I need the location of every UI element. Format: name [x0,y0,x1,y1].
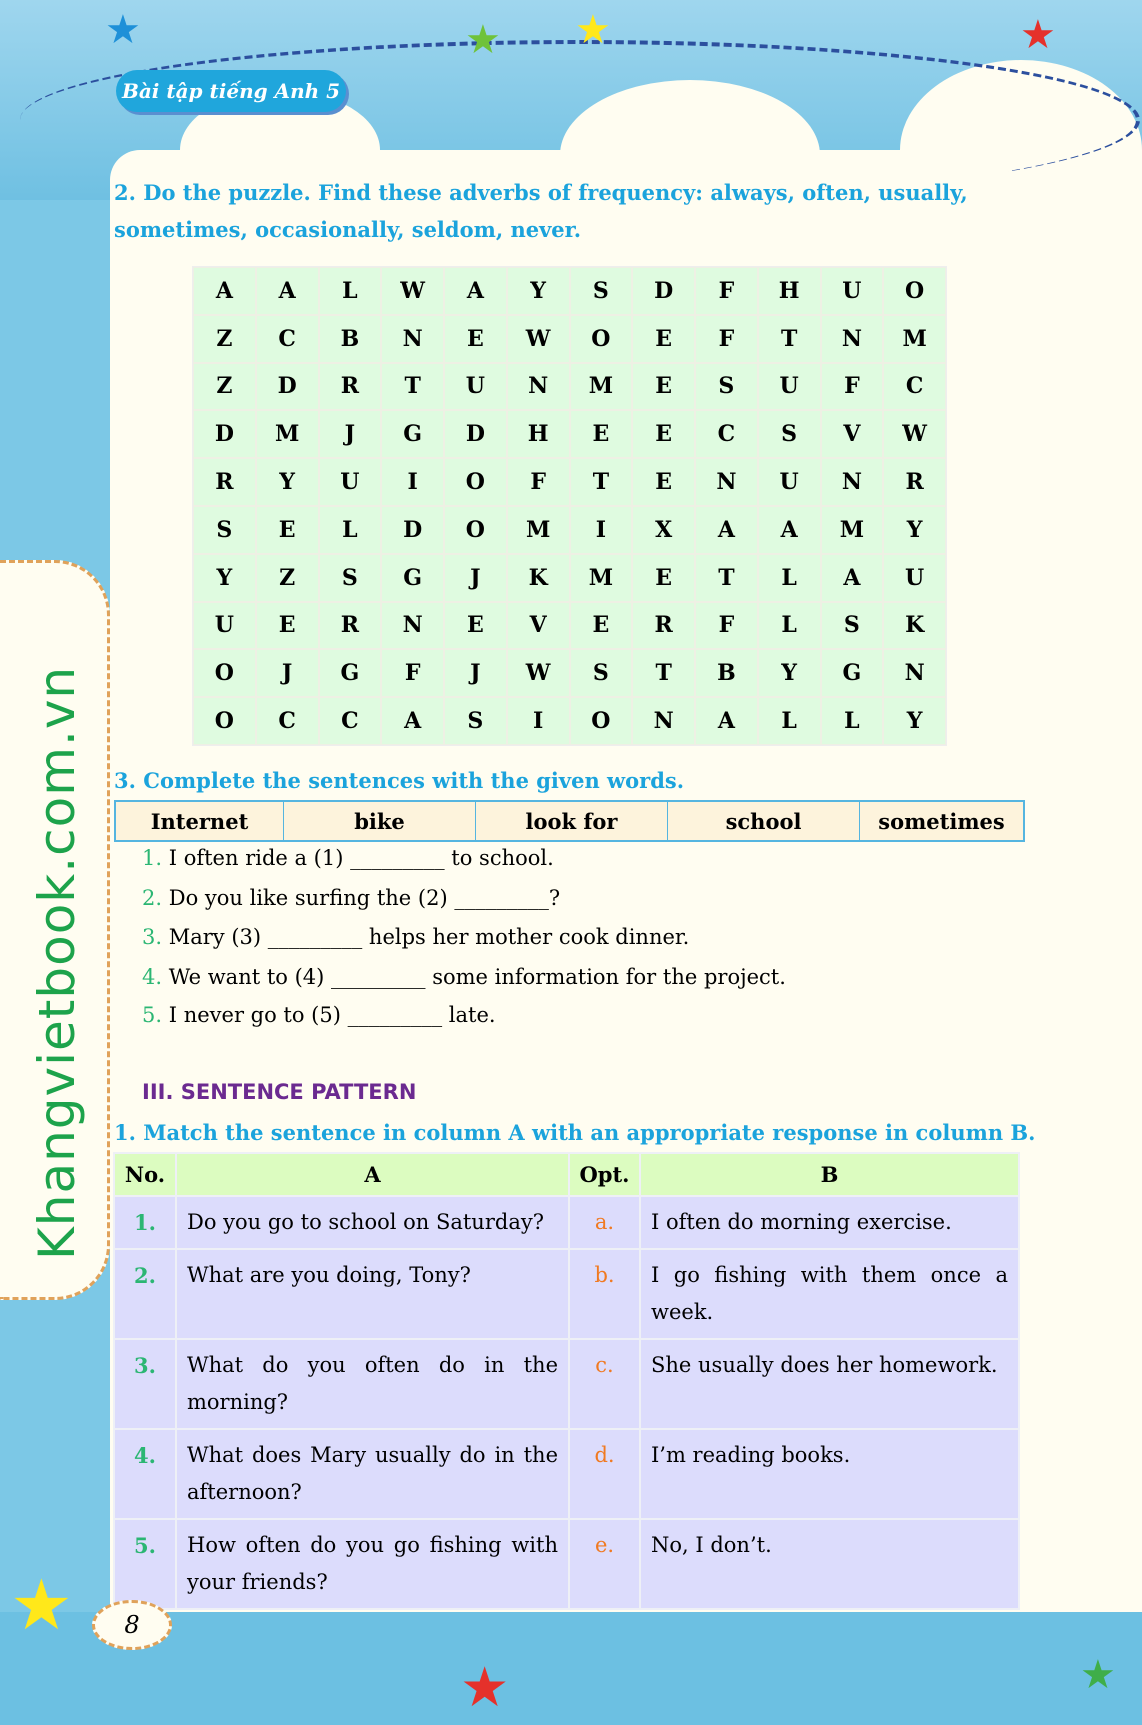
grid-letter: F [507,458,570,506]
table-row [114,1339,1019,1429]
cell-no: 1. [114,1196,176,1249]
grid-letter: U [821,267,884,315]
grid-letter: F [695,267,758,315]
grid-letter: A [695,506,758,554]
grid-letter: R [193,458,256,506]
grid-letter: D [444,410,507,458]
grid-letter: T [570,458,633,506]
grid-letter: I [381,458,444,506]
grid-letter: N [821,458,884,506]
grid-letter: J [444,554,507,602]
grid-letter: B [319,315,382,363]
page-number: 8 [92,1600,172,1650]
grid-letter: S [695,363,758,411]
grid-letter: W [507,315,570,363]
grid-letter: E [256,506,319,554]
col-header: No. [114,1153,176,1196]
grid-letter: N [381,315,444,363]
grid-letter: Y [507,267,570,315]
cell-no: 3. [114,1339,176,1429]
grid-letter: C [256,697,319,745]
grid-letter: O [193,697,256,745]
grid-letter: M [570,363,633,411]
grid-letter: G [319,649,382,697]
grid-letter: F [821,363,884,411]
grid-letter: A [193,267,256,315]
table-row [114,1429,1019,1519]
grid-letter: X [632,506,695,554]
grid-letter: E [632,458,695,506]
sentence: 5. I never go to (5) _________ late. [142,1003,496,1027]
grid-letter: C [695,410,758,458]
grid-letter: L [758,602,821,650]
grid-letter: E [570,410,633,458]
grid-letter: O [193,649,256,697]
grid-letter: A [381,697,444,745]
table-row [114,1519,1019,1609]
grid-letter: D [193,410,256,458]
grid-letter: Y [883,697,946,745]
grid-letter: R [319,602,382,650]
grid-letter: N [695,458,758,506]
grid-letter: K [507,554,570,602]
q2-instruction: 2. Do the puzzle. Find these adverbs of frequency: always, often, usually, sometimes, occasionally, seldom, never. [114,180,968,242]
sentence: 3. Mary (3) _________ helps her mother cook dinner. [142,925,690,949]
grid-letter: D [256,363,319,411]
grid-letter: I [570,506,633,554]
word-bank-item: sometimes [878,808,1005,834]
grid-letter: F [695,315,758,363]
grid-letter: U [193,602,256,650]
grid-letter: W [507,649,570,697]
grid-letter: I [507,697,570,745]
grid-letter: V [821,410,884,458]
sentence: 4. We want to (4) _________ some information for the project. [142,965,786,989]
grid-letter: W [883,410,946,458]
grid-letter: Z [193,315,256,363]
star-icon: ★ [575,7,611,53]
grid-letter: U [319,458,382,506]
grid-letter: A [821,554,884,602]
cell-b: I go fishing with them once a week. [640,1249,1019,1339]
star-icon: ★ [1080,1652,1116,1698]
grid-letter: S [570,267,633,315]
grid-letter: J [444,649,507,697]
word-bank-item: Internet [116,802,284,840]
col-header: Opt. [569,1153,640,1196]
grid-letter: E [256,602,319,650]
cell-a: What does Mary usually do in the afternoon? [176,1429,569,1519]
grid-letter: W [381,267,444,315]
cell-a: How often do you go fishing with your friends? [176,1519,569,1609]
grid-letter: Y [193,554,256,602]
grid-letter: V [507,602,570,650]
grid-letter: E [444,602,507,650]
grid-letter: S [570,649,633,697]
book-title-badge: Bài tập tiếng Anh 5 [116,70,346,112]
grid-letter: O [570,315,633,363]
grid-letter: S [821,602,884,650]
grid-letter: G [381,410,444,458]
grid-letter: R [632,602,695,650]
grid-letter: T [381,363,444,411]
grid-letter: U [883,554,946,602]
grid-letter: U [444,363,507,411]
cell-opt: c. [569,1339,640,1429]
grid-letter: N [821,315,884,363]
grid-letter: A [444,267,507,315]
sentence: 2. Do you like surfing the (2) _________? [142,886,561,910]
col-header: A [176,1153,569,1196]
grid-letter: M [883,315,946,363]
cell-opt: d. [569,1429,640,1519]
star-icon: ★ [10,1564,73,1646]
table-row [114,1196,1019,1249]
grid-letter: M [821,506,884,554]
cell-a: What do you often do in the morning? [176,1339,569,1429]
grid-letter: J [256,649,319,697]
grid-letter: O [570,697,633,745]
grid-letter: K [883,602,946,650]
grid-letter: Y [256,458,319,506]
match-table [113,1152,1020,1610]
cell-b: No, I don’t. [640,1519,1019,1609]
grid-letter: L [319,506,382,554]
star-icon: ★ [460,1655,510,1719]
grid-letter: E [632,363,695,411]
grid-letter: E [632,554,695,602]
cell-a: Do you go to school on Saturday? [176,1196,569,1249]
word-bank-item: look for [476,802,668,840]
grid-letter: G [821,649,884,697]
grid-letter: S [319,554,382,602]
grid-letter: E [632,315,695,363]
cell-no: 4. [114,1429,176,1519]
grid-letter: S [758,410,821,458]
grid-letter: O [444,458,507,506]
grid-letter: T [695,554,758,602]
grid-letter: Z [193,363,256,411]
grid-letter: C [883,363,946,411]
grid-letter: M [507,506,570,554]
watermark: Khangvietbook.com.vn [28,665,86,1260]
grid-letter: U [758,458,821,506]
grid-letter: B [695,649,758,697]
cell-b: I’m reading books. [640,1429,1019,1519]
grid-letter: M [570,554,633,602]
grid-letter: S [444,697,507,745]
grid-letter: L [758,697,821,745]
table-row [114,1249,1019,1339]
grid-letter: C [319,697,382,745]
q3-title: 3. Complete the sentences with the given words. [114,768,685,793]
cell-no: 5. [114,1519,176,1609]
grid-letter: L [821,697,884,745]
cell-no: 2. [114,1249,176,1339]
star-icon: ★ [1020,12,1056,58]
grid-letter: D [381,506,444,554]
grid-letter: H [507,410,570,458]
grid-letter: S [193,506,256,554]
star-icon: ★ [105,7,141,53]
grid-letter: M [256,410,319,458]
grid-letter: J [319,410,382,458]
grid-letter: E [570,602,633,650]
grid-letter: R [319,363,382,411]
grid-letter: T [632,649,695,697]
col-header: B [640,1153,1019,1196]
grid-letter: T [758,315,821,363]
cell-a: What are you doing, Tony? [176,1249,569,1339]
word-bank [114,800,1025,842]
grid-letter: F [695,602,758,650]
grid-letter: N [632,697,695,745]
grid-letter: Y [883,506,946,554]
grid-letter: C [256,315,319,363]
grid-letter: L [758,554,821,602]
grid-letter: H [758,267,821,315]
cell-opt: b. [569,1249,640,1339]
grid-letter: R [883,458,946,506]
grid-letter: Z [256,554,319,602]
grid-letter: N [381,602,444,650]
grid-letter: A [758,506,821,554]
cell-b: I often do morning exercise. [640,1196,1019,1249]
star-icon: ★ [465,17,501,63]
grid-letter: N [883,649,946,697]
grid-letter: N [507,363,570,411]
word-bank-item: school [668,802,860,840]
grid-letter: L [319,267,382,315]
grid-letter: U [758,363,821,411]
grid-letter: D [632,267,695,315]
grid-letter: F [381,649,444,697]
word-bank-item: bike [284,802,476,840]
section-heading: III. SENTENCE PATTERN [142,1080,417,1104]
grid-letter: E [444,315,507,363]
grid-letter: O [883,267,946,315]
grid-letter: O [444,506,507,554]
grid-letter: A [256,267,319,315]
sentence: 1. I often ride a (1) _________ to school. [142,846,554,870]
cell-opt: e. [569,1519,640,1609]
grid-letter: Y [758,649,821,697]
word-search-grid [192,266,947,746]
grid-letter: A [695,697,758,745]
grid-letter: E [632,410,695,458]
cell-opt: a. [569,1196,640,1249]
match-title: 1. Match the sentence in column A with an appropriate response in column B. [114,1120,1036,1145]
cell-b: She usually does her homework. [640,1339,1019,1429]
grid-letter: G [381,554,444,602]
